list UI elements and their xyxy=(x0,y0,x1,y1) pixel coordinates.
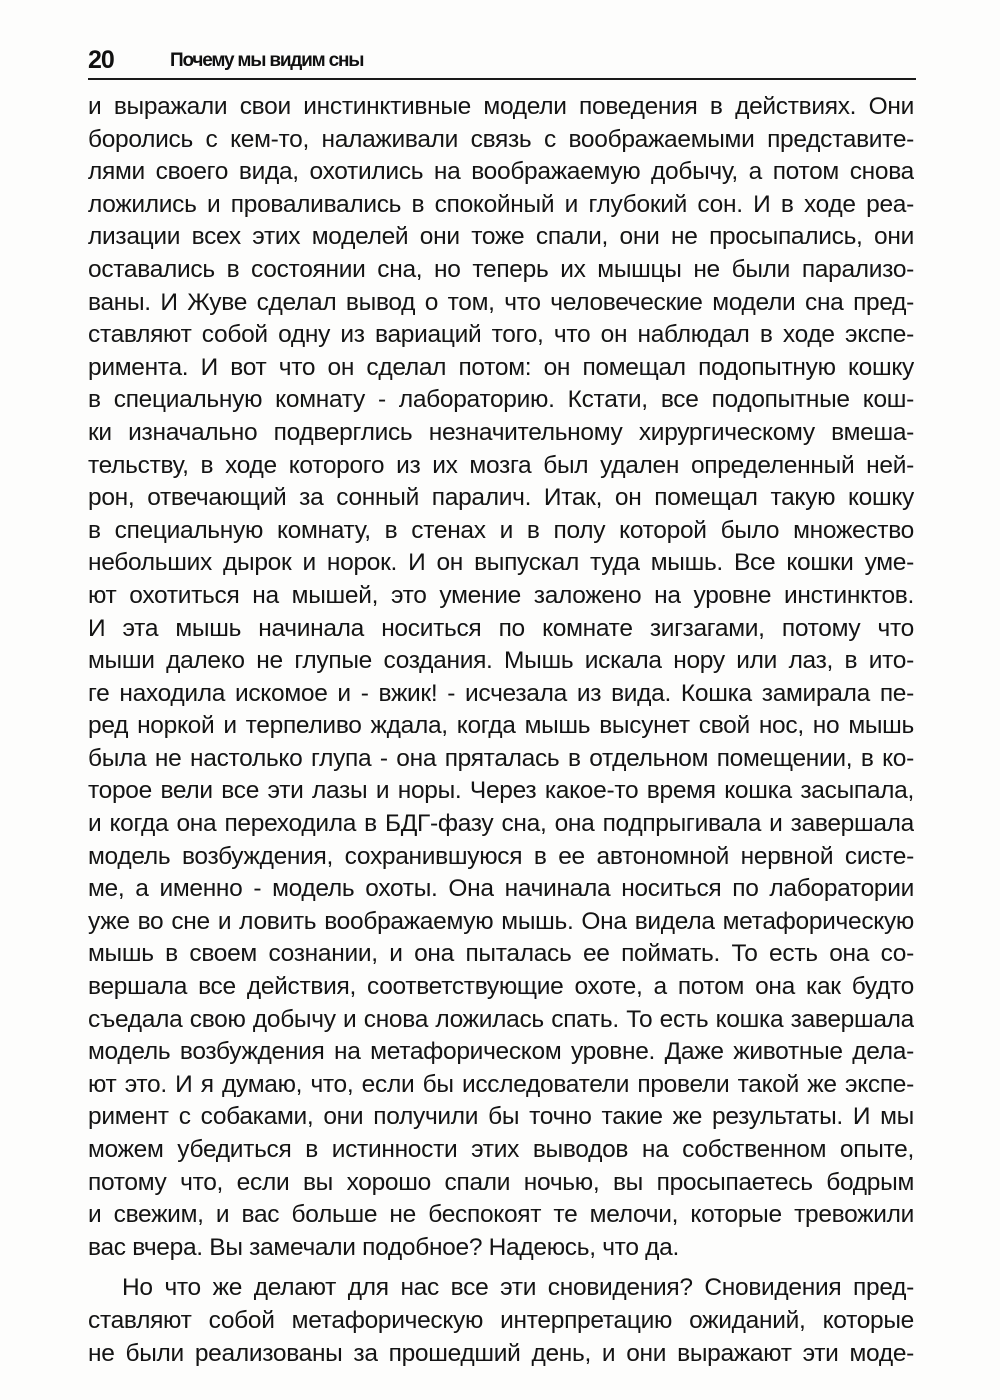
text-line: вас вчера. Вы замечали подобное? Надеюсь, что да. xyxy=(88,1233,679,1261)
text-line: в специальную комнату - лабораторию. Кстати, все подопытные кош- xyxy=(88,386,914,414)
text-line: ставляют собой метафорическую интерпретацию ожиданий, которые xyxy=(88,1306,914,1334)
paragraph-spacer xyxy=(88,1264,914,1272)
text-line: оставались в состоянии сна, но теперь их мышцы не были парализо- xyxy=(88,255,914,283)
page-header xyxy=(88,46,916,80)
text-line: Но что же делают для нас все эти сновидения? Сновидения пред- xyxy=(122,1274,914,1302)
text-line: модель возбуждения, сохранившуюся в ее автономной нервной систе- xyxy=(88,842,914,870)
text-line: не были реализованы за прошедший день, и они выражают эти моде- xyxy=(88,1339,914,1367)
text-line: ваны. И Жуве сделал вывод о том, что человеческие модели сна пред- xyxy=(88,288,914,316)
text-line: и когда она переходила в БДГ-фазу сна, она подпрыгивала и завершала xyxy=(88,810,914,838)
text-line: ложились и проваливались в спокойный и глубокий сон. И в ходе реа- xyxy=(88,190,914,218)
text-line: ред норкой и терпеливо ждала, когда мышь высунет свой нос, но мышь xyxy=(88,712,914,740)
text-line: потому что, если вы хорошо спали ночью, вы просыпаетесь бодрым xyxy=(88,1168,914,1196)
text-line: и выражали свои инстинктивные модели поведения в действиях. Они xyxy=(88,93,914,120)
text-line: съедала свою добычу и снова ложилась спать. То есть кошка завершала xyxy=(88,1005,914,1033)
text-line: ме, а именно - модель охоты. Она начинала носиться по лаборатории xyxy=(88,875,914,903)
page-number: 20 xyxy=(88,46,114,74)
text-line: и свежим, и вас больше не беспокоят те мелочи, которые тревожили xyxy=(88,1201,914,1229)
text-line: римента. И вот что он сделал потом: он помещал подопытную кошку xyxy=(88,353,914,381)
text-line: боролись с кем-то, налаживали связь с воображаемыми представите- xyxy=(88,125,914,153)
text-line: лизации всех этих моделей они тоже спали, они не просыпались, они xyxy=(88,223,914,251)
text-line: можем убедиться в истинности этих выводов на собственном опыте, xyxy=(88,1136,914,1163)
text-line: уже во сне и ловить воображаемую мышь. Она видела метафорическую xyxy=(88,907,914,935)
text-line: ставляют собой одну из вариаций того, что он наблюдал в ходе экспе- xyxy=(88,321,914,349)
text-line: тельству, в ходе которого из их мозга был удален определенный ней- xyxy=(88,451,914,479)
text-line: ют охотиться на мышей, это умение заложено на уровне инстинктов. xyxy=(88,581,914,609)
text-line: вершала все действия, соответствующие охоте, а потом она как будто xyxy=(88,973,914,1001)
text-line: мышь в своем сознании, и она пыталась ее поймать. То есть она со- xyxy=(88,940,914,968)
text-line: ге находила искомое и - вжик! - исчезала из вида. Кошка замирала пе- xyxy=(88,679,914,707)
paragraph-1 xyxy=(88,91,914,1264)
text-line: лями своего вида, охотились на воображаемую добычу, а потом снова xyxy=(88,158,914,186)
text-line: рон, отвечающий за сонный паралич. Итак, он помещал такую кошку xyxy=(88,484,914,512)
paragraph-2 xyxy=(88,1272,914,1370)
text-line: ют это. И я думаю, что, если бы исследователи провели такой же экспе- xyxy=(88,1070,914,1098)
text-line: римент с собаками, они получили бы точно такие же результаты. И мы xyxy=(88,1103,914,1131)
text-line: торое вели все эти лазы и норы. Через какое-то время кошка засыпала, xyxy=(88,777,914,805)
running-title: Почему мы видим сны xyxy=(170,50,364,71)
text-line: мыши далеко не глупые создания. Мышь искала нору или лаз, в ито- xyxy=(88,647,914,675)
text-line: была не настолько глупа - она пряталась в отдельном помещении, в ко- xyxy=(88,744,914,772)
text-line: в специальную комнату, в стенах и в полу которой было множество xyxy=(88,516,914,544)
text-line: И эта мышь начинала носиться по комнате зигзагами, потому что xyxy=(88,614,914,642)
text-line: модель возбуждения на метафорическом уровне. Даже животные дела- xyxy=(88,1038,914,1066)
page-body xyxy=(88,91,914,1370)
text-line: небольших дырок и норок. И он выпускал туда мышь. Все кошки уме- xyxy=(88,549,914,577)
text-line: ки изначально подверглись незначительному хирургическому вмеша- xyxy=(88,418,914,446)
